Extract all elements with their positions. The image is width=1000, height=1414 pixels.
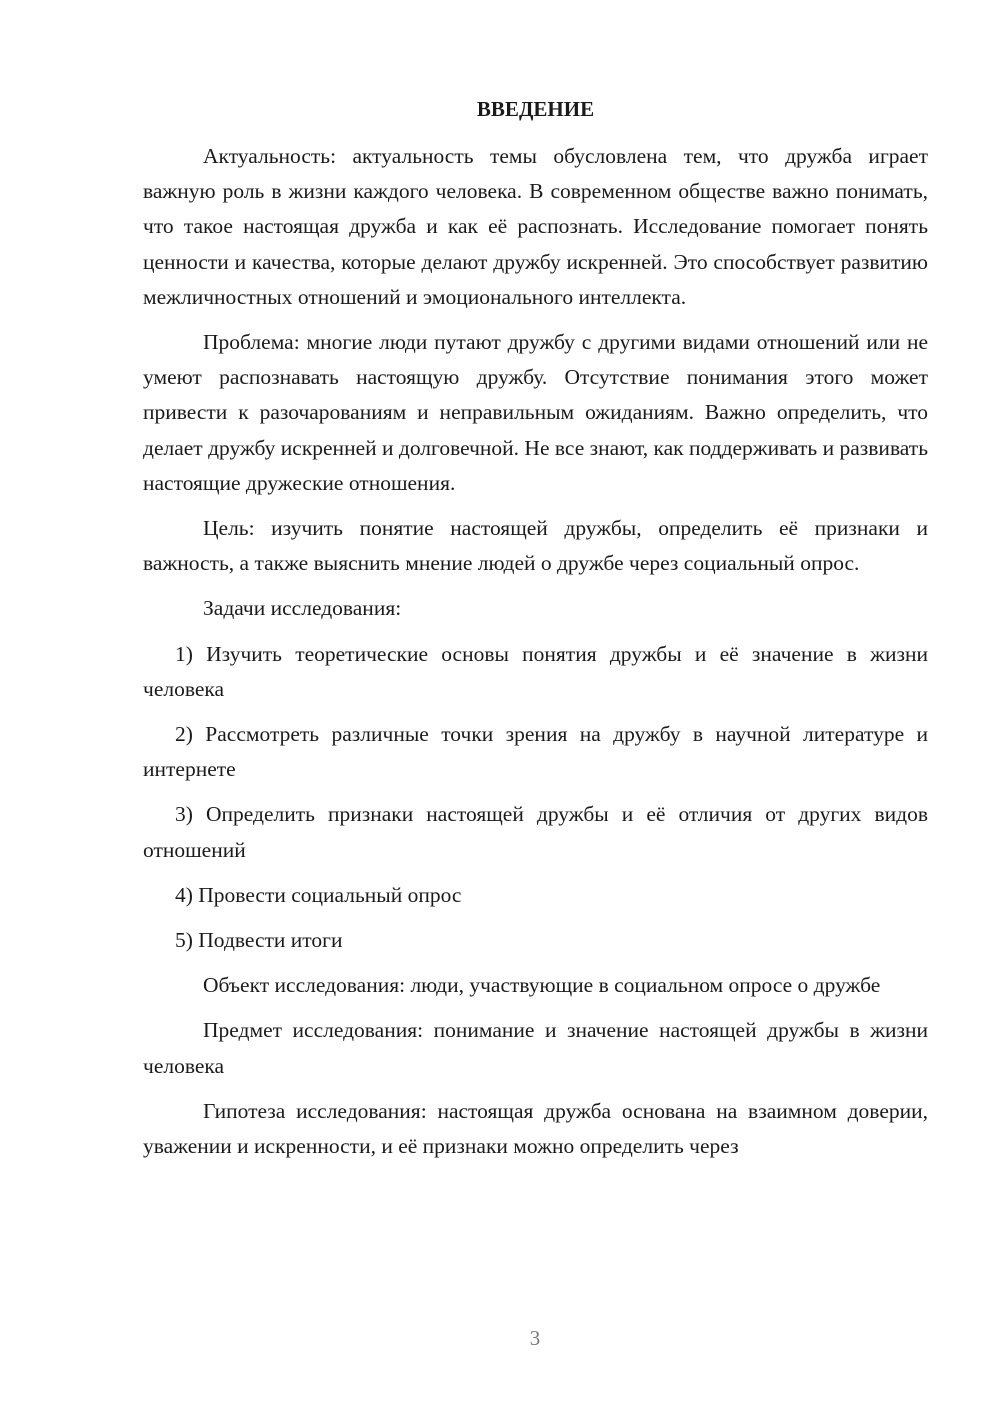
problem-paragraph: Проблема: многие люди путают дружбу с другими видами отношений или не умеют распознавать настоящую дружбу. Отсутствие понимания этого может привести к разочарованиям и неправильным ожиданиям. Важно определить, что делает дружбу искренней и долговечной. Не все знают, как поддерживать и развивать настоящие дружеские отношения.	[143, 330, 928, 495]
page-number: 3	[529, 1326, 541, 1350]
relevance-paragraph: Актуальность: актуальность темы обусловлена тем, что дружба играет важную роль в жизни каждого человека. В современном обществе важно понимать, что такое настоящая дружба и как её распознать. Исследование помогает понять ценности и качества, которые делают дружбу искренней. Это способствует развитию межличностных отношений и эмоционального интеллекта.	[143, 144, 928, 309]
hypothesis-paragraph: Гипотеза исследования: настоящая дружба основана на взаимном доверии, уважении и искренности, и её признаки можно определить через	[143, 1098, 928, 1159]
subject-paragraph: Предмет исследования: понимание и значение настоящей дружбы в жизни человека	[143, 1018, 928, 1078]
task-item-1: 1) Изучить теоретические основы понятия дружбы и её значение в жизни человека	[143, 641, 928, 701]
task-item-3: 3) Определить признаки настоящей дружбы и её отличия от других видов отношений	[143, 802, 928, 862]
task-item-5: 5) Подвести итоги	[175, 928, 343, 953]
task-item-2: 2) Рассмотреть различные точки зрения на дружбу в научной литературе и интернете	[143, 722, 928, 782]
object-paragraph: Объект исследования: люди, участвующие в социальном опросе о дружбе	[203, 973, 881, 998]
tasks-heading: Задачи исследования:	[203, 596, 402, 621]
goal-paragraph: Цель: изучить понятие настоящей дружбы, определить её признаки и важность, а также выяснить мнение людей о дружбе через социальный опрос.	[143, 516, 928, 576]
task-item-4: 4) Провести социальный опрос	[175, 882, 462, 907]
document-page	[143, 92, 928, 1174]
section-title: ВВЕДЕНИЕ	[476, 97, 595, 121]
